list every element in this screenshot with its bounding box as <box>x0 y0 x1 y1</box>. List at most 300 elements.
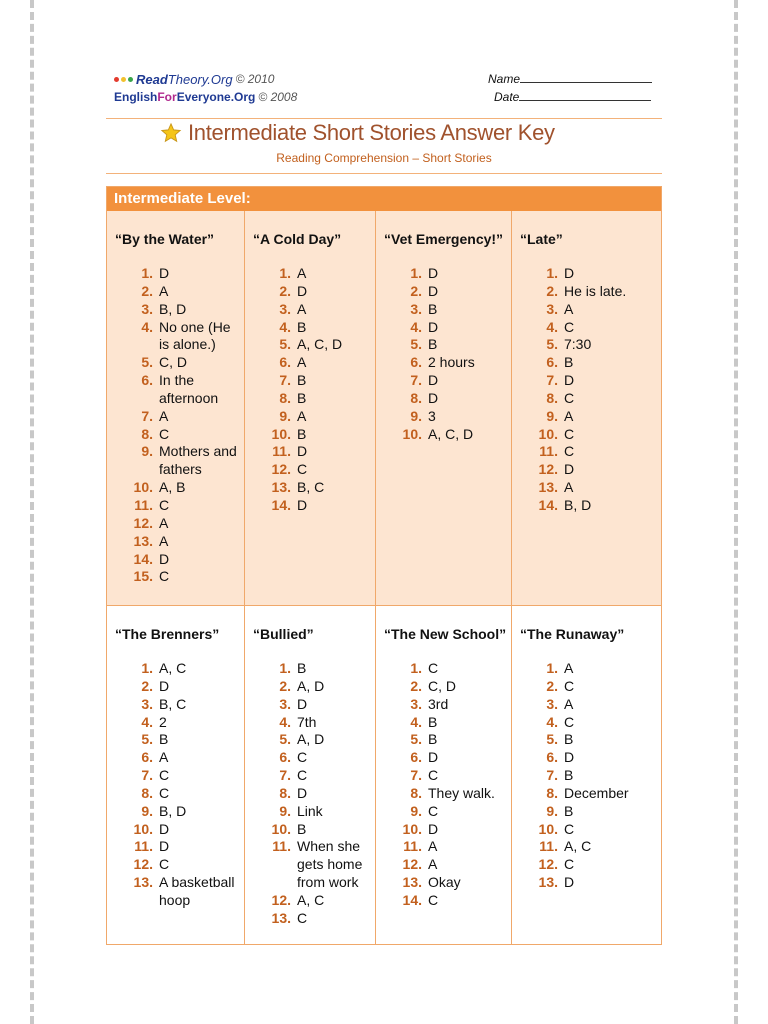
answer-item <box>384 660 511 678</box>
answer-text: 7th <box>297 713 317 730</box>
answer-item <box>253 803 375 821</box>
answer-item <box>384 283 511 301</box>
answer-text: C <box>428 767 439 784</box>
answer-number: 9. <box>141 443 153 460</box>
answer-text: D <box>428 372 439 389</box>
divider-bottom <box>106 173 662 174</box>
answer-item <box>253 408 375 426</box>
answer-text: D <box>564 874 575 891</box>
answer-text: B <box>564 767 574 784</box>
answer-item <box>384 821 511 839</box>
answer-number: 6. <box>410 354 422 371</box>
answer-item <box>384 856 511 874</box>
answer-item <box>253 497 375 515</box>
efe-part3: Everyone.Org <box>176 90 256 104</box>
story-column <box>245 211 376 605</box>
story-title: “Vet Emergency!” <box>384 231 504 247</box>
answer-item <box>115 568 244 586</box>
answer-item <box>253 821 375 839</box>
answer-text: B <box>428 731 438 748</box>
efe-part2: For <box>157 90 177 104</box>
answer-text: D <box>297 695 308 712</box>
answer-list <box>115 265 244 586</box>
answer-number: 5. <box>410 731 422 748</box>
answer-text: B <box>428 713 438 730</box>
answer-text: 2 hours <box>428 354 475 371</box>
answer-number: 4. <box>410 318 422 335</box>
answer-text: A <box>159 532 169 549</box>
answer-number: 13. <box>133 532 153 549</box>
story-column <box>376 211 512 605</box>
answer-item <box>115 265 244 283</box>
answer-number: 7. <box>141 767 153 784</box>
answer-text: A, C <box>159 660 187 676</box>
answer-item <box>115 767 244 785</box>
answer-item <box>115 678 244 696</box>
answer-number: 1. <box>546 265 558 281</box>
answer-item <box>520 408 661 426</box>
answer-item <box>253 696 375 714</box>
answer-number: 5. <box>410 336 422 353</box>
answer-number: 1. <box>410 660 422 676</box>
answer-item <box>253 767 375 785</box>
answer-item <box>384 408 511 426</box>
answer-number: 2. <box>546 282 558 299</box>
answer-number: 10. <box>133 479 153 496</box>
answer-number: 6. <box>279 354 291 371</box>
answer-text: C <box>564 677 575 694</box>
answer-text: A, D <box>297 731 325 748</box>
answer-number: 4. <box>141 318 153 335</box>
answer-item <box>253 426 375 444</box>
answer-text: In the afternoon <box>159 372 219 406</box>
answer-text: A <box>159 749 169 766</box>
logo-dot-green-icon <box>128 77 133 82</box>
story-title: “By the Water” <box>115 231 215 247</box>
answer-text: D <box>428 265 439 281</box>
answer-number: 10. <box>402 425 422 442</box>
answer-item <box>115 714 244 732</box>
answer-item <box>520 714 661 732</box>
name-date-block <box>488 70 652 106</box>
answer-text: A <box>297 265 307 281</box>
divider-top <box>106 118 662 119</box>
answer-text: D <box>428 318 439 335</box>
answer-text: D <box>159 820 170 837</box>
answer-number: 3. <box>546 695 558 712</box>
answer-text: D <box>428 282 439 299</box>
answer-number: 5. <box>546 336 558 353</box>
story-column <box>512 606 661 944</box>
answer-text: Okay <box>428 874 461 891</box>
answer-text: Mothers and fathers <box>159 443 237 478</box>
answer-text: B <box>564 731 574 748</box>
answer-text: A, B <box>159 479 186 496</box>
answer-item <box>253 910 375 928</box>
answer-text: A, C <box>564 838 592 855</box>
answer-number: 7. <box>141 407 153 424</box>
answer-list <box>384 265 511 443</box>
answer-text: D <box>428 820 439 837</box>
answer-item <box>520 803 661 821</box>
answer-item <box>384 426 511 444</box>
answer-number: 9. <box>279 407 291 424</box>
answer-number: 8. <box>141 784 153 801</box>
answer-number: 2. <box>279 282 291 299</box>
answer-item <box>253 731 375 749</box>
answer-text: December <box>564 784 629 801</box>
answer-text: Link <box>297 802 323 819</box>
answer-item <box>115 660 244 678</box>
answer-item <box>520 336 661 354</box>
answer-text: 3 <box>428 407 436 424</box>
answer-text: A <box>564 660 574 676</box>
story-title: “A Cold Day” <box>253 231 342 247</box>
answer-number: 4. <box>546 713 558 730</box>
answer-text: They walk. <box>428 784 495 801</box>
page-title-text: Intermediate Short Stories Answer Key <box>188 120 555 145</box>
answer-number: 1. <box>279 660 291 676</box>
answer-number: 8. <box>410 389 422 406</box>
answer-number: 15. <box>133 568 153 585</box>
answer-item <box>520 390 661 408</box>
answer-number: 12. <box>538 461 558 478</box>
answer-text: B <box>297 660 307 676</box>
answer-item <box>253 461 375 479</box>
answer-item <box>384 390 511 408</box>
answer-text: C <box>297 461 308 478</box>
answer-text: D <box>428 749 439 766</box>
answer-number: 1. <box>141 660 153 676</box>
story-title: “Late” <box>520 231 563 247</box>
answer-number: 7. <box>279 767 291 784</box>
answer-item <box>253 714 375 732</box>
answer-item <box>520 319 661 337</box>
answer-item <box>253 443 375 461</box>
answer-text: C <box>564 389 575 406</box>
answer-number: 2. <box>410 282 422 299</box>
answer-text: D <box>297 443 308 460</box>
answer-item <box>253 892 375 910</box>
answer-item <box>115 821 244 839</box>
story-title: “The New School” <box>384 626 507 642</box>
story-title: “The Brenners” <box>115 626 220 642</box>
story-column <box>376 606 512 944</box>
answer-number: 8. <box>279 389 291 406</box>
answer-item <box>384 749 511 767</box>
date-field[interactable] <box>519 88 651 101</box>
answer-number: 3. <box>141 695 153 712</box>
answer-item <box>520 749 661 767</box>
answer-text: B, D <box>564 496 592 513</box>
answer-number: 5. <box>279 336 291 353</box>
answer-text: C <box>564 820 575 837</box>
answer-item <box>384 838 511 856</box>
answer-number: 10. <box>402 820 422 837</box>
answer-number: 6. <box>141 749 153 766</box>
answer-number: 3. <box>279 695 291 712</box>
answer-item <box>115 354 244 372</box>
answer-item <box>384 714 511 732</box>
answer-text: C <box>159 496 170 513</box>
answer-item <box>384 731 511 749</box>
answer-text: D <box>159 265 170 281</box>
answer-text: A, C, D <box>297 336 343 353</box>
answer-list <box>253 660 375 928</box>
answer-item <box>520 372 661 390</box>
answer-text: C <box>564 856 575 873</box>
page-subtitle: Reading Comprehension – Short Stories <box>276 151 492 165</box>
answer-number: 7. <box>546 767 558 784</box>
answer-item <box>384 696 511 714</box>
answer-item <box>520 283 661 301</box>
answer-number: 8. <box>279 784 291 801</box>
answer-text: C, D <box>428 677 456 694</box>
answer-text: A, C <box>297 891 325 908</box>
answer-number: 9. <box>410 802 422 819</box>
answer-number: 1. <box>279 265 291 281</box>
answer-item <box>384 336 511 354</box>
answer-text: B <box>564 354 574 371</box>
answer-number: 9. <box>546 407 558 424</box>
answer-text: He is late. <box>564 282 627 299</box>
answer-item <box>115 319 244 355</box>
answer-item <box>115 479 244 497</box>
answer-number: 2. <box>279 677 291 694</box>
answer-number: 2. <box>546 677 558 694</box>
answer-number: 8. <box>546 389 558 406</box>
answer-text: 2 <box>159 713 167 730</box>
answer-number: 12. <box>271 891 291 908</box>
story-column <box>107 211 245 605</box>
answer-item <box>115 838 244 856</box>
answer-text: C <box>159 856 170 873</box>
answer-number: 7. <box>410 767 422 784</box>
answer-text: No one (He is alone.) <box>159 318 231 353</box>
answer-number: 8. <box>546 784 558 801</box>
answer-number: 9. <box>141 802 153 819</box>
answer-item <box>115 515 244 533</box>
answer-item <box>253 749 375 767</box>
answer-number: 10. <box>538 425 558 442</box>
answer-number: 4. <box>279 318 291 335</box>
efe-part1: English <box>114 90 158 104</box>
answer-number: 3. <box>546 300 558 317</box>
answer-number: 6. <box>410 749 422 766</box>
answer-item <box>253 390 375 408</box>
answer-text: C, D <box>159 354 187 371</box>
answer-text: B <box>428 300 438 317</box>
answer-text: C <box>159 767 170 784</box>
answer-item <box>115 408 244 426</box>
answer-text: B <box>564 802 574 819</box>
answer-item <box>253 265 375 283</box>
answer-number: 14. <box>133 550 153 567</box>
answer-text: D <box>159 838 170 855</box>
page-title <box>160 120 555 146</box>
answer-text: D <box>159 677 170 694</box>
answer-text: B, C <box>297 479 325 496</box>
answer-number: 3. <box>410 695 422 712</box>
answer-text: C <box>428 660 439 676</box>
answer-item <box>253 354 375 372</box>
answer-number: 10. <box>133 820 153 837</box>
answer-number: 8. <box>141 425 153 442</box>
answer-number: 5. <box>141 354 153 371</box>
answer-item <box>253 336 375 354</box>
answer-number: 11. <box>539 838 558 855</box>
answer-text: D <box>297 496 308 513</box>
answer-text: D <box>159 550 170 567</box>
answer-item <box>115 749 244 767</box>
answer-text: A <box>159 407 169 424</box>
answer-text: B, D <box>159 802 187 819</box>
answer-item <box>520 426 661 444</box>
answer-text: A <box>564 479 574 496</box>
answer-item <box>253 283 375 301</box>
answer-item <box>253 838 375 892</box>
answer-item <box>520 874 661 892</box>
answer-item <box>520 479 661 497</box>
answer-text: D <box>564 265 575 281</box>
answer-item <box>384 892 511 910</box>
logo-dot-yellow-icon <box>121 77 126 82</box>
answer-text: D <box>564 461 575 478</box>
name-field[interactable] <box>520 70 652 83</box>
answer-item <box>520 785 661 803</box>
answer-number: 3. <box>279 300 291 317</box>
answer-item <box>520 461 661 479</box>
answer-text: When she gets home from work <box>297 838 363 891</box>
answer-text: C <box>297 767 308 784</box>
answer-number: 12. <box>402 856 422 873</box>
answer-list <box>115 660 244 910</box>
answer-number: 5. <box>546 731 558 748</box>
story-title: “Bullied” <box>253 626 314 642</box>
page-edge-right <box>734 0 738 1024</box>
answer-number: 14. <box>538 496 558 513</box>
readtheory-logo <box>114 70 297 88</box>
answer-text: D <box>428 389 439 406</box>
answer-item <box>520 354 661 372</box>
story-column <box>512 211 661 605</box>
answer-text: A <box>428 838 438 855</box>
answer-text: B <box>428 336 438 353</box>
answer-number: 11. <box>134 838 153 855</box>
answer-number: 11. <box>539 443 558 460</box>
answer-text: B <box>297 389 307 406</box>
answer-number: 11. <box>272 443 291 460</box>
answer-item <box>253 660 375 678</box>
answer-number: 9. <box>546 802 558 819</box>
answer-number: 6. <box>546 749 558 766</box>
answer-item <box>253 319 375 337</box>
page-edge-left <box>30 0 34 1024</box>
answer-item <box>384 265 511 283</box>
answer-item <box>115 785 244 803</box>
answer-text: C <box>564 443 575 460</box>
answer-item <box>520 497 661 515</box>
answer-row-bottom <box>107 606 661 944</box>
answer-number: 1. <box>141 265 153 281</box>
answer-item <box>520 265 661 283</box>
answer-text: D <box>297 784 308 801</box>
answer-number: 13. <box>271 909 291 926</box>
answer-number: 13. <box>538 874 558 891</box>
answer-number: 6. <box>546 354 558 371</box>
answer-number: 6. <box>141 372 153 389</box>
answer-number: 7. <box>546 372 558 389</box>
answer-number: 9. <box>410 407 422 424</box>
answer-text: D <box>564 749 575 766</box>
answer-text: C <box>159 784 170 801</box>
answer-row-top <box>107 211 661 606</box>
answer-text: A <box>297 354 307 371</box>
answer-item <box>115 283 244 301</box>
answer-item <box>384 678 511 696</box>
answer-number: 9. <box>279 802 291 819</box>
answer-number: 3. <box>410 300 422 317</box>
story-column <box>245 606 376 944</box>
site-logo <box>114 70 297 106</box>
answer-number: 6. <box>279 749 291 766</box>
answer-number: 10. <box>538 820 558 837</box>
answer-item <box>115 372 244 408</box>
answer-item <box>115 497 244 515</box>
answer-item <box>384 372 511 390</box>
answer-number: 14. <box>271 496 291 513</box>
efe-copyright: © 2008 <box>258 90 298 104</box>
answer-list <box>520 660 661 892</box>
answer-item <box>520 856 661 874</box>
answer-text: A <box>428 856 438 873</box>
readtheory-copyright: © 2010 <box>235 72 275 86</box>
answer-item <box>115 301 244 319</box>
answer-number: 5. <box>279 731 291 748</box>
answer-number: 3. <box>141 300 153 317</box>
answer-text: A <box>297 300 307 317</box>
answer-text: B, D <box>159 300 187 317</box>
answer-item <box>520 821 661 839</box>
answer-number: 1. <box>410 265 422 281</box>
answer-key-panel <box>106 186 662 945</box>
answer-text: C <box>428 802 439 819</box>
answer-item <box>115 803 244 821</box>
answer-item <box>115 426 244 444</box>
answer-number: 7. <box>279 372 291 389</box>
answer-item <box>253 372 375 390</box>
answer-text: B <box>297 372 307 389</box>
answer-text: 3rd <box>428 695 449 712</box>
answer-text: B, C <box>159 695 187 712</box>
level-heading: Intermediate Level: <box>107 187 661 211</box>
answer-item <box>115 874 244 910</box>
answer-number: 11. <box>272 838 291 855</box>
answer-item <box>520 696 661 714</box>
readtheory-part2: Theory.Org <box>167 71 233 87</box>
answer-item <box>384 301 511 319</box>
answer-text: C <box>297 749 308 766</box>
answer-text: A <box>564 300 574 317</box>
answer-item <box>253 785 375 803</box>
answer-number: 2. <box>141 282 153 299</box>
answer-item <box>253 301 375 319</box>
answer-number: 12. <box>133 514 153 531</box>
answer-text: C <box>428 891 439 908</box>
answer-item <box>520 767 661 785</box>
answer-number: 13. <box>538 479 558 496</box>
answer-number: 5. <box>141 731 153 748</box>
